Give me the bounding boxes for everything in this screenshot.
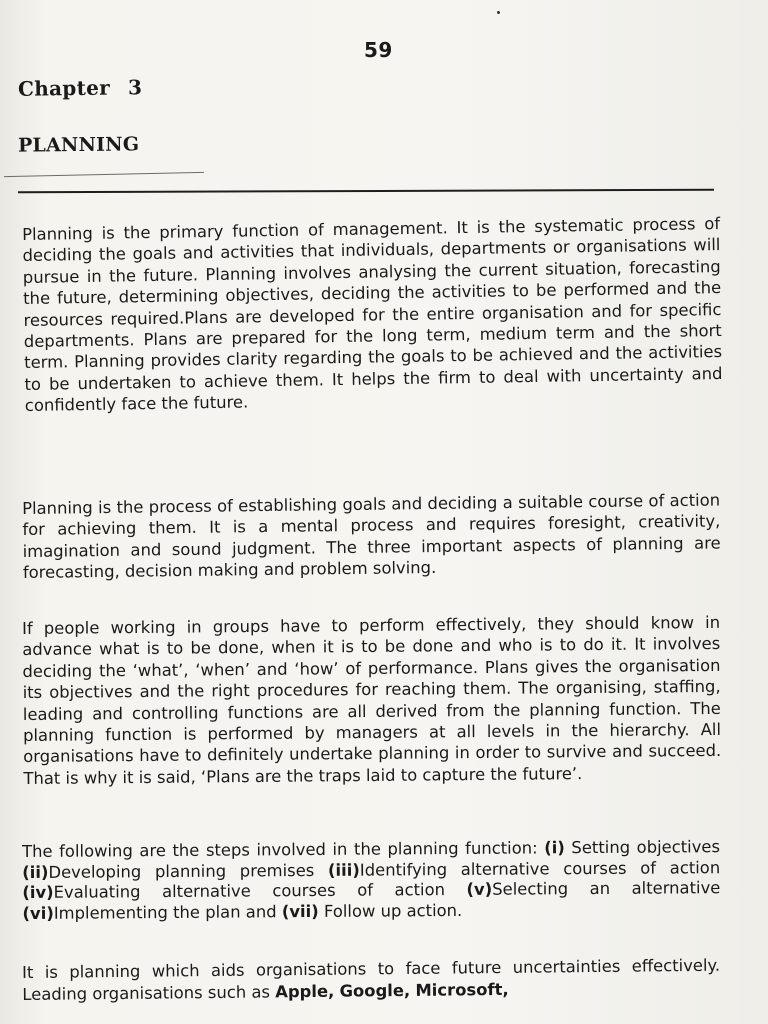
step-marker: (iii) (327, 860, 360, 880)
chapter-label: Chapter (17, 75, 111, 101)
step-marker: (ii) (22, 862, 49, 882)
step-text: Evaluating alternative courses of action (53, 880, 446, 903)
step-text: Setting objectives (571, 837, 721, 858)
paragraph-definition: Planning is the primary function of management. It is the systematic process of deciding the goals and activities that individuals, departments or organisations will pursue in the future. Planning involves analysing the current situation, forecasting the future, determining objectives, deciding the activities to be performed and the resources required.Plans are developed for the entire organisation and for specific departments. Plans are prepared for the long term, medium term and the short term. Planning provides clarity regarding the goals to be achieved and the activities to be undertaken to achieve them. It helps the firm to deal with uncertainty and confidently face the future. (22, 214, 723, 416)
step-marker: (vii) (281, 902, 319, 922)
company-name: Apple, (275, 982, 335, 1002)
step-marker: (i) (544, 838, 565, 858)
step-text: Developing planning premises (48, 860, 315, 882)
paragraph-steps (22, 838, 721, 925)
company-name: Google, (339, 981, 411, 1002)
step-text: Selecting an alternative (492, 878, 721, 900)
step-text: Follow up action. (323, 901, 463, 922)
chapter-number: 3 (127, 75, 143, 100)
steps-intro: The following are the steps involved in the planning function: (22, 838, 538, 862)
page-number: 59 (364, 38, 393, 62)
step-marker: (v) (466, 880, 493, 900)
step-text: Implementing the plan and (53, 902, 277, 923)
section-divider (18, 189, 714, 193)
step-marker: (iv) (22, 883, 54, 903)
chapter-heading (18, 75, 143, 101)
paragraph-process: Planning is the process of establishing goals and deciding a suitable course of action for achieving them. It is a mental process and requires foresight, creativity, imagination and sound judgment. The three important aspects of planning are forecasting, decision making and problem solving. (22, 490, 721, 583)
company-name: Microsoft, (415, 980, 509, 1001)
paragraph-uncertainty (22, 955, 720, 1006)
uncertainty-text: It is planning which aids organisations to face future uncertainties effectively. Leading organisations such as (22, 956, 721, 1005)
paragraph-groups: If people working in groups have to perform effectively, they should know in advance what is to be done, when it is to be done and who is to do it. It involves deciding the ‘what’, ‘when’ and ‘how’ of performance. Plans gives the organisation its objectives and the right procedures for reaching them. The organising, staffing, leading and controlling functions are all derived from the planning function. The planning function is performed by managers at all levels in the hierarchy. All organisations have to definitely undertake planning in order to survive and succeed. That is why it is said, ‘Plans are the traps laid to capture the future’. (22, 613, 722, 789)
title-underline (4, 172, 204, 177)
print-speck (497, 11, 500, 14)
step-marker: (vi) (22, 903, 54, 924)
chapter-title: PLANNING (17, 133, 140, 157)
step-text: Identifying alternative courses of action (359, 858, 721, 880)
